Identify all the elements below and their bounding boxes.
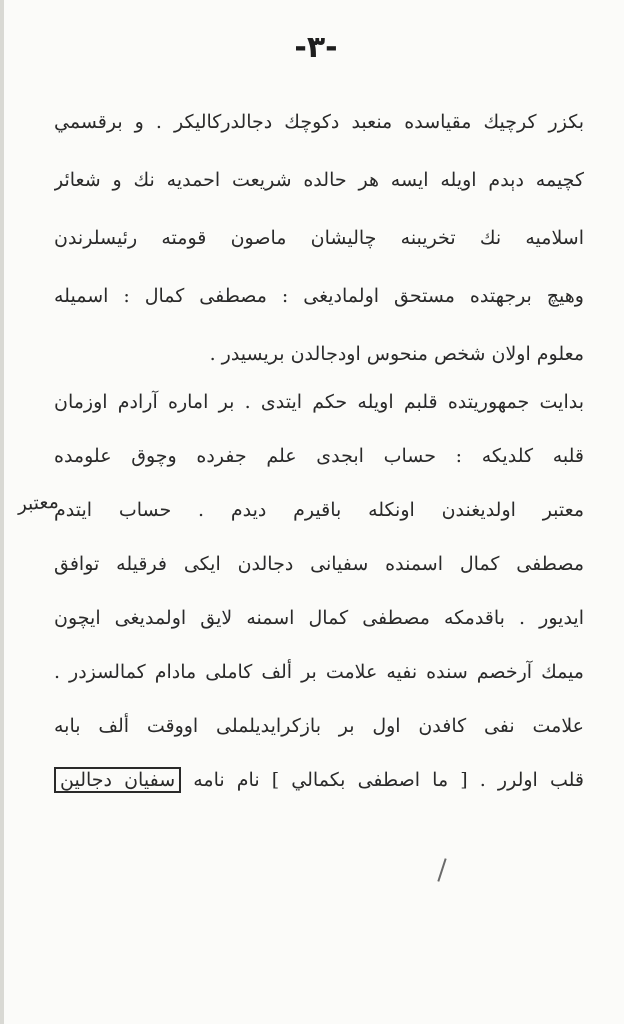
text-line-8: معتبر اولديغندن اونكله باقيرم ديدم . حساب ايتدم [54, 499, 584, 521]
text-line-5: معلوم اولان شخص منحوس اودجالدن بريسيدر . [209, 343, 584, 365]
text-line-4: وهيچ برجهتده مستحق اولماديغى : مصطفى كمال : اسميله [54, 285, 584, 307]
text-line-7: قلبه كلديكه : حساب ابجدى علم جفرده وچوق علومده [54, 445, 584, 467]
stray-pen-mark [437, 858, 446, 881]
text-line-9: مصطفى كمال اسمنده سفيانى دجالدن ايكى فرقيله توافق [54, 553, 584, 575]
text-line-11: ميمك آرخصم سنده نفيه علامت بر ألف كاملى مادام كمالسزدر . [54, 661, 584, 683]
text-line-10: ايديور . باقدمكه مصطفى كمال اسمنه لايق اولمديغى ايچون [54, 607, 584, 629]
text-line-13-main: قلب اولرر . [ ما اصطفى بكمالي ] نام نامه [193, 769, 584, 791]
text-line-6: بدايت جمهوريتده قلبم اويله حكم ايتدى . بر اماره آرادم اوزمان [54, 391, 584, 413]
text-line-13 [54, 752, 584, 808]
text-line-3: اسلاميه نك تخريبنه چاليشان ماصون قومته رئيسلرندن [54, 227, 584, 249]
page-number: -٣- [294, 30, 338, 65]
bracketed-name: سفيان دجالين [54, 767, 181, 793]
text-line-1: بكزر كرچيك مقياسده منعبد دكوچك دجالدركاليكر . و برقسمي [54, 111, 584, 133]
margin-note: معتبر [16, 490, 60, 516]
text-line-12: علامت نفى كافدن اول بر بازكرايديلملى اووقت ألف بابه [54, 715, 584, 737]
text-line-2: كچيمه دېدم اويله ايسه هر حالده شريعت احمديه نك و شعائر [54, 169, 584, 191]
